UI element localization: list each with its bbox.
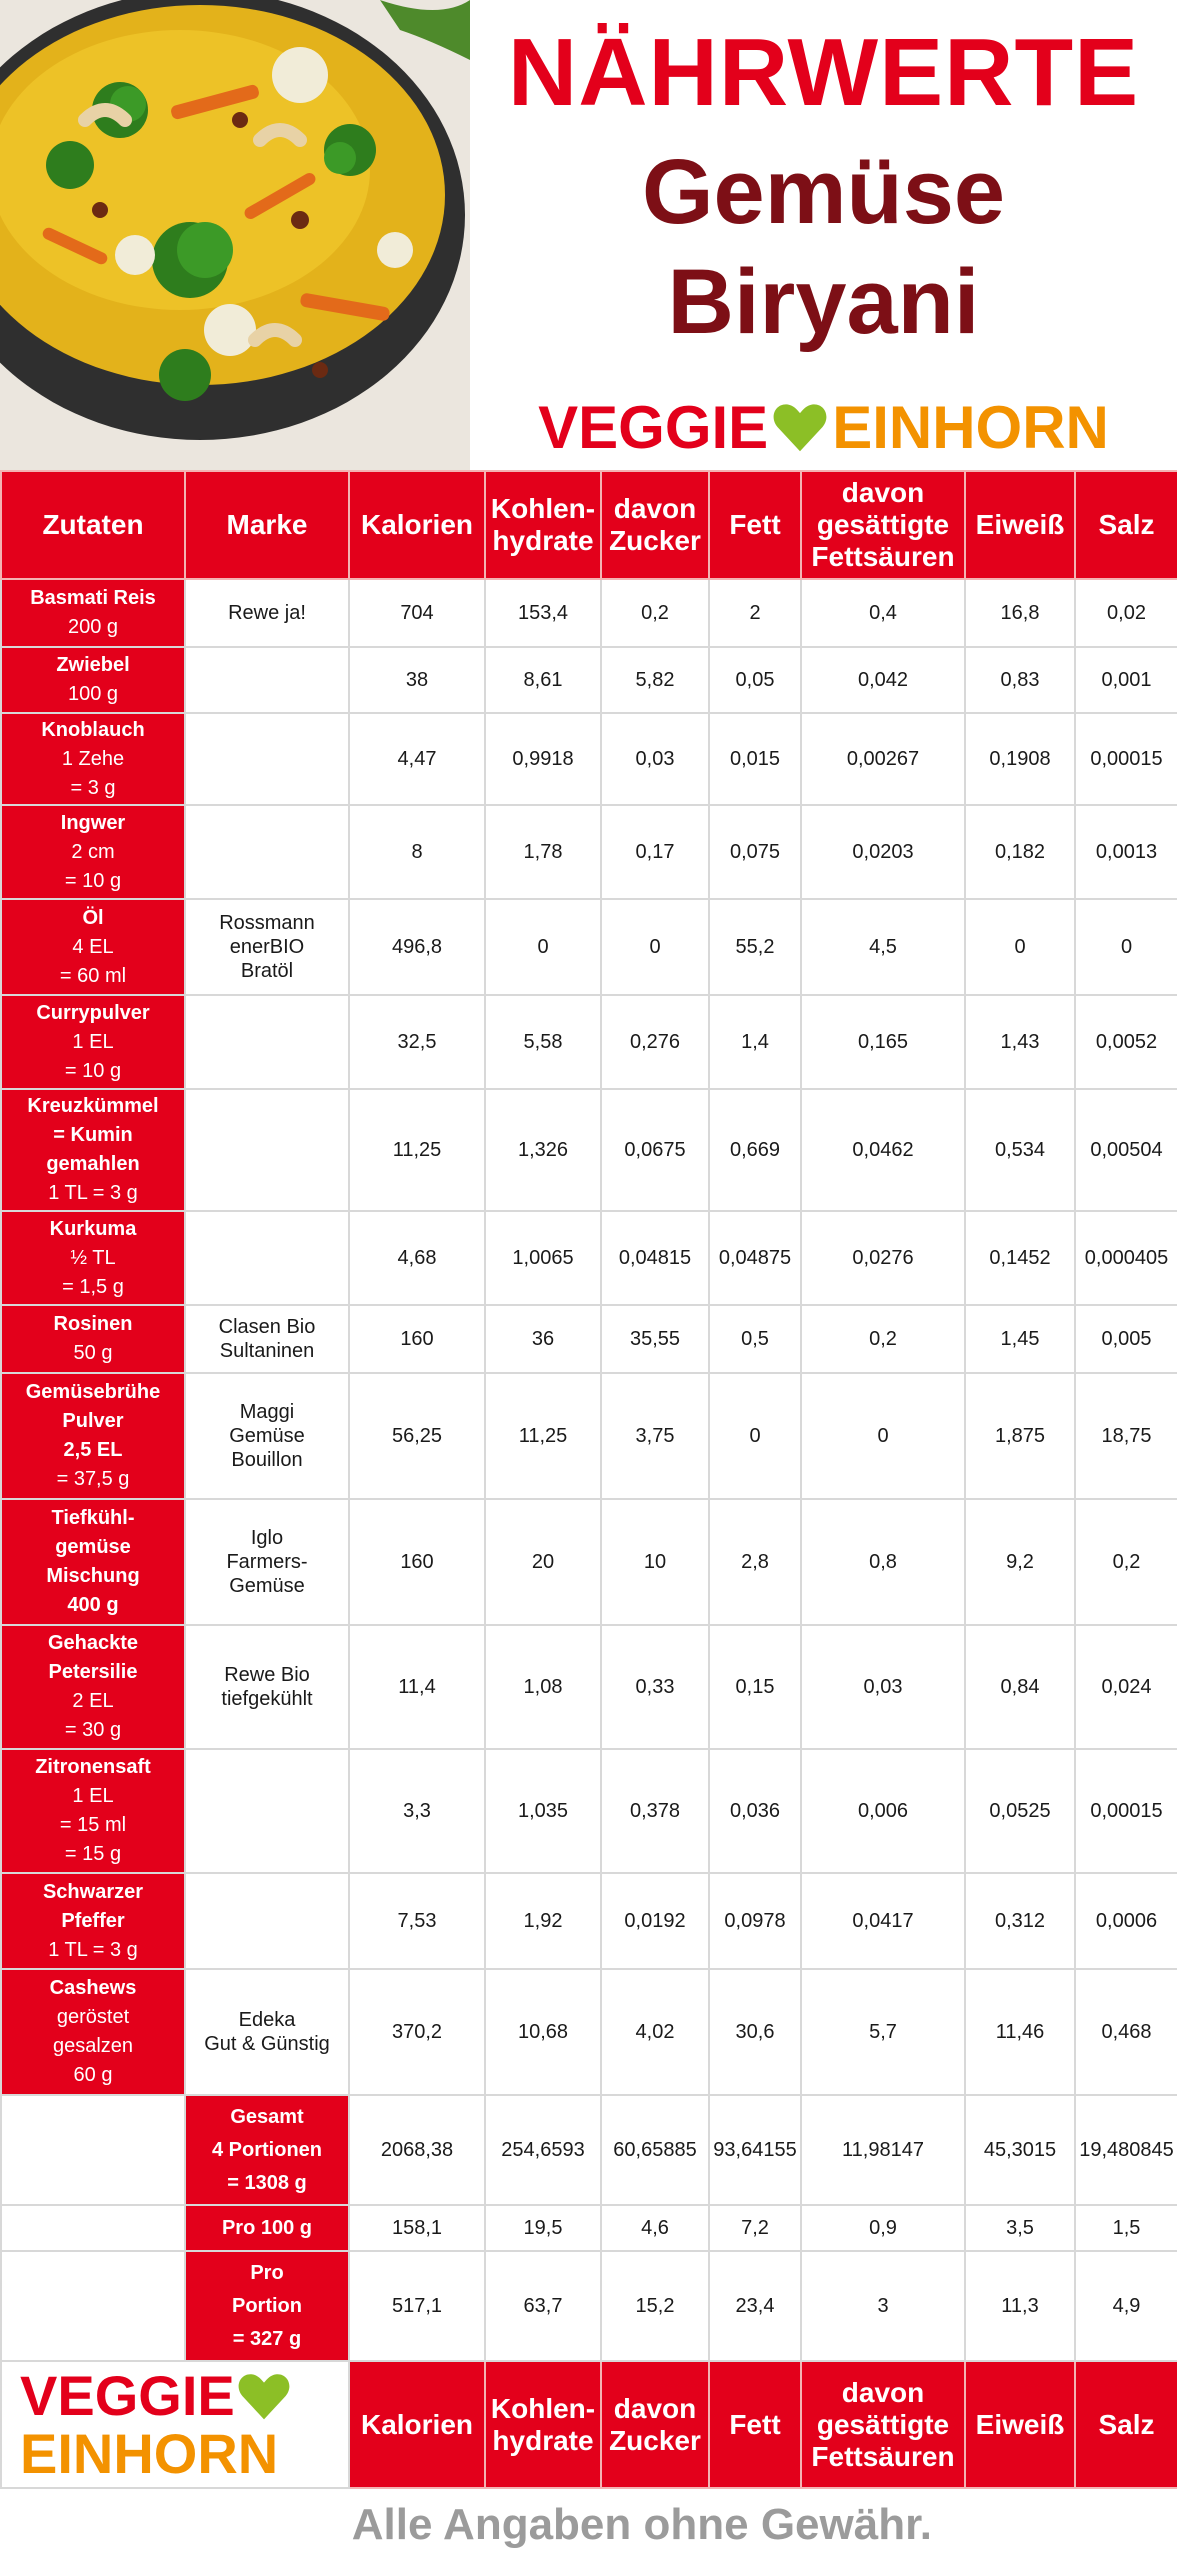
nutrient-value: 0,0417	[801, 1873, 965, 1969]
nutrient-value: 0,0978	[709, 1873, 801, 1969]
brand-logo-top	[470, 392, 1177, 462]
nutrient-value: 0	[601, 899, 709, 995]
nutrient-value: 0,03	[601, 713, 709, 805]
nutrient-value: 2	[709, 579, 801, 647]
nutrient-value: 0,001	[1075, 647, 1177, 713]
table-row	[1, 1499, 1177, 1625]
nutrient-value: 1,43	[965, 995, 1075, 1089]
title-block	[470, 0, 1177, 470]
nutrient-value: 8	[349, 805, 485, 899]
nutrient-value: 1,875	[965, 1373, 1075, 1499]
nutrient-value: 9,2	[965, 1499, 1075, 1625]
ingredient-cell	[1, 1089, 185, 1211]
nutrient-value: 36	[485, 1305, 601, 1373]
nutrient-value: 0,00015	[1075, 1749, 1177, 1873]
nutrient-value: 0,182	[965, 805, 1075, 899]
ingredient-cell	[1, 899, 185, 995]
column-header: Marke	[185, 471, 349, 579]
summary-value: 158,1	[349, 2205, 485, 2251]
summary-value: 3,5	[965, 2205, 1075, 2251]
ingredient-name: Ingwer	[60, 811, 126, 834]
nutrient-value: 0,2	[801, 1305, 965, 1373]
brand-cell	[185, 805, 349, 899]
brand-cell	[185, 647, 349, 713]
nutrient-value: 11,25	[485, 1373, 601, 1499]
nutrient-value: 0,0203	[801, 805, 965, 899]
table-row	[1, 805, 1177, 899]
nutrient-value: 11,4	[349, 1625, 485, 1749]
logo-word-einhorn: EINHORN	[832, 393, 1109, 461]
summary-value: 2068,38	[349, 2095, 485, 2205]
column-header: Kohlen- hydrate	[485, 471, 601, 579]
nutrient-value: 16,8	[965, 579, 1075, 647]
nutrient-value: 0,8	[801, 1499, 965, 1625]
blank-cell	[1, 2251, 185, 2361]
table-row	[1, 995, 1177, 1089]
ingredient-cell	[1, 1499, 185, 1625]
ingredient-amount: 1 Zehe = 3 g	[61, 747, 125, 799]
summary-label: Pro Portion = 327 g	[185, 2251, 349, 2361]
nutrient-value: 0,02	[1075, 579, 1177, 647]
nutrient-value: 0,0052	[1075, 995, 1177, 1089]
ingredient-cell	[1, 1211, 185, 1305]
nutrient-value: 0,312	[965, 1873, 1075, 1969]
summary-value: 15,2	[601, 2251, 709, 2361]
table-row	[1, 579, 1177, 647]
ingredient-amount: geröstet gesalzen 60 g	[52, 2006, 134, 2086]
nutrient-value: 3,75	[601, 1373, 709, 1499]
nutrient-value: 0,165	[801, 995, 965, 1089]
nutrient-value: 1,0065	[485, 1211, 601, 1305]
ingredient-amount: 100 g	[67, 683, 119, 705]
nutrient-value: 0,0006	[1075, 1873, 1177, 1969]
nutrient-value: 1,92	[485, 1873, 601, 1969]
nutrient-value: 0,2	[1075, 1499, 1177, 1625]
table-row	[1, 899, 1177, 995]
column-header: Fett	[709, 471, 801, 579]
summary-value: 23,4	[709, 2251, 801, 2361]
logo-word-veggie: VEGGIE	[20, 2363, 235, 2427]
nutrient-value: 0,378	[601, 1749, 709, 1873]
ingredient-cell	[1, 805, 185, 899]
nutrient-value: 370,2	[349, 1969, 485, 2095]
ingredient-name: Basmati Reis	[30, 587, 156, 609]
nutrient-value: 0,0276	[801, 1211, 965, 1305]
nutrient-value: 30,6	[709, 1969, 801, 2095]
ingredient-cell	[1, 1625, 185, 1749]
footer-column-header: Eiweiß	[965, 2361, 1075, 2488]
nutrient-value: 0	[485, 899, 601, 995]
ingredient-name: Currypulver	[36, 1001, 150, 1024]
nutrient-value: 0,075	[709, 805, 801, 899]
nutrient-value: 5,7	[801, 1969, 965, 2095]
summary-value: 19,5	[485, 2205, 601, 2251]
nutrient-value: 11,25	[349, 1089, 485, 1211]
nutrient-value: 160	[349, 1305, 485, 1373]
ingredient-cell	[1, 1749, 185, 1873]
summary-row	[1, 2251, 1177, 2361]
table-row	[1, 1373, 1177, 1499]
table-header-row	[1, 471, 1177, 579]
footer-column-header: Kohlen- hydrate	[485, 2361, 601, 2488]
nutrient-value: 0,005	[1075, 1305, 1177, 1373]
nutrient-value: 0,33	[601, 1625, 709, 1749]
summary-value: 7,2	[709, 2205, 801, 2251]
ingredient-name: Kreuzkümmel = Kumin gemahlen	[27, 1095, 159, 1175]
nutrient-value: 0,04875	[709, 1211, 801, 1305]
summary-label: Gesamt 4 Portionen = 1308 g	[185, 2095, 349, 2205]
ingredient-cell	[1, 1305, 185, 1373]
brand-cell	[185, 1211, 349, 1305]
nutrient-value: 0,036	[709, 1749, 801, 1873]
brand-cell: Rewe Bio tiefgekühlt	[185, 1625, 349, 1749]
nutrient-value: 0,83	[965, 647, 1075, 713]
nutrient-value: 7,53	[349, 1873, 485, 1969]
column-header: Salz	[1075, 471, 1177, 579]
nutrient-value: 0,1452	[965, 1211, 1075, 1305]
nutrient-value: 32,5	[349, 995, 485, 1089]
footer-column-header: Kalorien	[349, 2361, 485, 2488]
summary-row	[1, 2095, 1177, 2205]
column-header: Kalorien	[349, 471, 485, 579]
brand-cell	[185, 1089, 349, 1211]
table-row	[1, 1211, 1177, 1305]
nutrient-value: 0,024	[1075, 1625, 1177, 1749]
summary-value: 3	[801, 2251, 965, 2361]
nutrient-value: 0,4	[801, 579, 965, 647]
nutrient-value: 1,4	[709, 995, 801, 1089]
nutrient-value: 496,8	[349, 899, 485, 995]
nutrient-value: 10	[601, 1499, 709, 1625]
nutrient-value: 0,1908	[965, 713, 1075, 805]
column-header: Eiweiß	[965, 471, 1075, 579]
ingredient-cell	[1, 1373, 185, 1499]
summary-label: Pro 100 g	[185, 2205, 349, 2251]
summary-value: 11,3	[965, 2251, 1075, 2361]
heart-icon	[772, 401, 828, 453]
nutrient-value: 0,03	[801, 1625, 965, 1749]
nutrient-value: 0,2	[601, 579, 709, 647]
nutrient-value: 56,25	[349, 1373, 485, 1499]
table-footer-row	[1, 2361, 1177, 2488]
blank-cell	[1, 2095, 185, 2205]
brand-cell	[185, 1873, 349, 1969]
brand-cell: Clasen Bio Sultaninen	[185, 1305, 349, 1373]
ingredient-amount: 1 EL = 10 g	[64, 1030, 122, 1082]
ingredient-name: Rosinen	[53, 1313, 133, 1335]
summary-value: 45,3015	[965, 2095, 1075, 2205]
brand-logo-bottom	[1, 2361, 349, 2488]
ingredient-name: Schwarzer Pfeffer	[42, 1880, 144, 1932]
nutrient-value: 0,000405	[1075, 1211, 1177, 1305]
nutrient-value: 1,08	[485, 1625, 601, 1749]
footer-column-header: davon Zucker	[601, 2361, 709, 2488]
brand-cell: Rossmann enerBIO Bratöl	[185, 899, 349, 995]
nutrient-value: 0,00015	[1075, 713, 1177, 805]
brand-cell: Rewe ja!	[185, 579, 349, 647]
blank-cell	[1, 2205, 185, 2251]
summary-value: 517,1	[349, 2251, 485, 2361]
nutrient-value: 4,47	[349, 713, 485, 805]
ingredient-cell	[1, 647, 185, 713]
nutrient-value: 0,468	[1075, 1969, 1177, 2095]
table-row	[1, 1089, 1177, 1211]
nutrient-value: 4,5	[801, 899, 965, 995]
ingredient-cell	[1, 713, 185, 805]
summary-value: 93,64155	[709, 2095, 801, 2205]
biryani-photo	[0, 0, 470, 470]
brand-cell	[185, 995, 349, 1089]
nutrient-value: 0,17	[601, 805, 709, 899]
nutrient-value: 1,326	[485, 1089, 601, 1211]
table-row	[1, 1969, 1177, 2095]
nutrient-value: 0,00504	[1075, 1089, 1177, 1211]
ingredient-cell	[1, 579, 185, 647]
nutrient-value: 8,61	[485, 647, 601, 713]
summary-value: 4,9	[1075, 2251, 1177, 2361]
summary-value: 60,65885	[601, 2095, 709, 2205]
nutrient-value: 0,006	[801, 1749, 965, 1873]
ingredient-cell	[1, 995, 185, 1089]
nutrient-value: 5,58	[485, 995, 601, 1089]
nutrient-value: 0,84	[965, 1625, 1075, 1749]
table-row	[1, 713, 1177, 805]
nutrient-value: 3,3	[349, 1749, 485, 1873]
ingredient-amount: 2 cm = 10 g	[64, 840, 122, 892]
ingredient-name: Gehackte Petersilie	[47, 1632, 139, 1683]
brand-cell: Edeka Gut & Günstig	[185, 1969, 349, 2095]
ingredient-name: Tiefkühl- gemüse Mischung 400 g	[46, 1507, 140, 1616]
summary-value: 254,6593	[485, 2095, 601, 2205]
page-title: NÄHRWERTE	[507, 19, 1140, 126]
nutrient-value: 160	[349, 1499, 485, 1625]
nutrient-value: 38	[349, 647, 485, 713]
table-row	[1, 1305, 1177, 1373]
ingredient-name: Gemüsebrühe Pulver 2,5 EL	[25, 1381, 161, 1461]
heart-icon	[237, 2371, 291, 2421]
summary-value: 0,9	[801, 2205, 965, 2251]
nutrient-value: 704	[349, 579, 485, 647]
ingredient-amount: 1 TL = 3 g	[48, 1938, 138, 1961]
column-header: davon Zucker	[601, 471, 709, 579]
brand-cell: Maggi Gemüse Bouillon	[185, 1373, 349, 1499]
nutrient-value: 0,04815	[601, 1211, 709, 1305]
ingredient-cell	[1, 1873, 185, 1969]
footer-column-header: Salz	[1075, 2361, 1177, 2488]
disclaimer: Alle Angaben ohne Gewähr.	[351, 2500, 932, 2549]
biryani-photo-icon	[0, 0, 470, 470]
nutrient-value: 0,669	[709, 1089, 801, 1211]
nutrient-value: 35,55	[601, 1305, 709, 1373]
nutrient-value: 0	[965, 899, 1075, 995]
ingredient-name: Zitronensaft	[35, 1756, 151, 1778]
summary-value: 1,5	[1075, 2205, 1177, 2251]
nutrient-value: 0,0192	[601, 1873, 709, 1969]
ingredient-amount: 4 EL = 60 ml	[59, 935, 127, 987]
nutrient-value: 4,02	[601, 1969, 709, 2095]
ingredient-cell	[1, 1969, 185, 2095]
nutrient-value: 1,035	[485, 1749, 601, 1873]
nutrient-value: 0,042	[801, 647, 965, 713]
table-row	[1, 1873, 1177, 1969]
column-header: Zutaten	[1, 471, 185, 579]
summary-value: 11,98147	[801, 2095, 965, 2205]
nutrient-value: 5,82	[601, 647, 709, 713]
recipe-title-line2: Biryani	[667, 251, 980, 353]
nutrient-value: 0,0525	[965, 1749, 1075, 1873]
ingredient-name: Kurkuma	[49, 1217, 137, 1240]
nutrition-table	[0, 470, 1177, 2489]
table-row	[1, 1625, 1177, 1749]
nutrient-value: 0,9918	[485, 713, 601, 805]
summary-value: 19,480845	[1075, 2095, 1177, 2205]
ingredient-amount: 200 g	[67, 616, 119, 638]
footer-column-header: Fett	[709, 2361, 801, 2488]
nutrient-value: 0,276	[601, 995, 709, 1089]
nutrient-value: 0,15	[709, 1625, 801, 1749]
nutrient-value: 2,8	[709, 1499, 801, 1625]
table-row	[1, 647, 1177, 713]
brand-cell	[185, 1749, 349, 1873]
ingredient-amount: 1 EL = 15 ml = 15 g	[59, 1785, 127, 1865]
nutrient-value: 0,0013	[1075, 805, 1177, 899]
nutrient-value: 0	[709, 1373, 801, 1499]
nutrient-value: 4,68	[349, 1211, 485, 1305]
ingredient-amount: = 37,5 g	[56, 1468, 130, 1490]
brand-cell	[185, 713, 349, 805]
nutrient-value: 0,00267	[801, 713, 965, 805]
nutrient-value: 153,4	[485, 579, 601, 647]
nutrient-value: 0	[1075, 899, 1177, 995]
logo-word-einhorn: EINHORN	[20, 2421, 279, 2485]
nutrient-value: 0,0462	[801, 1089, 965, 1211]
column-header: davon gesättigte Fettsäuren	[801, 471, 965, 579]
ingredient-amount: 50 g	[73, 1342, 113, 1364]
nutrient-value: 1,78	[485, 805, 601, 899]
ingredient-amount: 2 EL = 30 g	[64, 1690, 122, 1741]
nutrient-value: 1,45	[965, 1305, 1075, 1373]
ingredient-name: Öl	[82, 906, 104, 929]
nutrient-value: 55,2	[709, 899, 801, 995]
table-row	[1, 1749, 1177, 1873]
ingredient-name: Zwiebel	[56, 654, 130, 676]
nutrient-value: 0,015	[709, 713, 801, 805]
summary-value: 63,7	[485, 2251, 601, 2361]
nutrient-value: 0,05	[709, 647, 801, 713]
ingredient-amount: 1 TL = 3 g	[48, 1182, 138, 1204]
recipe-title-line1: Gemüse	[641, 141, 1006, 243]
ingredient-amount: ½ TL = 1,5 g	[62, 1246, 124, 1298]
brand-cell: Iglo Farmers- Gemüse	[185, 1499, 349, 1625]
nutrient-value: 0	[801, 1373, 965, 1499]
nutrient-value: 20	[485, 1499, 601, 1625]
summary-value: 4,6	[601, 2205, 709, 2251]
logo-word-veggie: VEGGIE	[538, 393, 769, 461]
nutrient-value: 10,68	[485, 1969, 601, 2095]
nutrient-value: 11,46	[965, 1969, 1075, 2095]
footer-column-header: davon gesättigte Fettsäuren	[801, 2361, 965, 2488]
nutrient-value: 0,534	[965, 1089, 1075, 1211]
nutrient-value: 0,5	[709, 1305, 801, 1373]
nutrient-value: 18,75	[1075, 1373, 1177, 1499]
ingredient-name: Cashews	[49, 1977, 137, 1999]
ingredient-name: Knoblauch	[41, 718, 145, 741]
summary-row	[1, 2205, 1177, 2251]
nutrient-value: 0,0675	[601, 1089, 709, 1211]
